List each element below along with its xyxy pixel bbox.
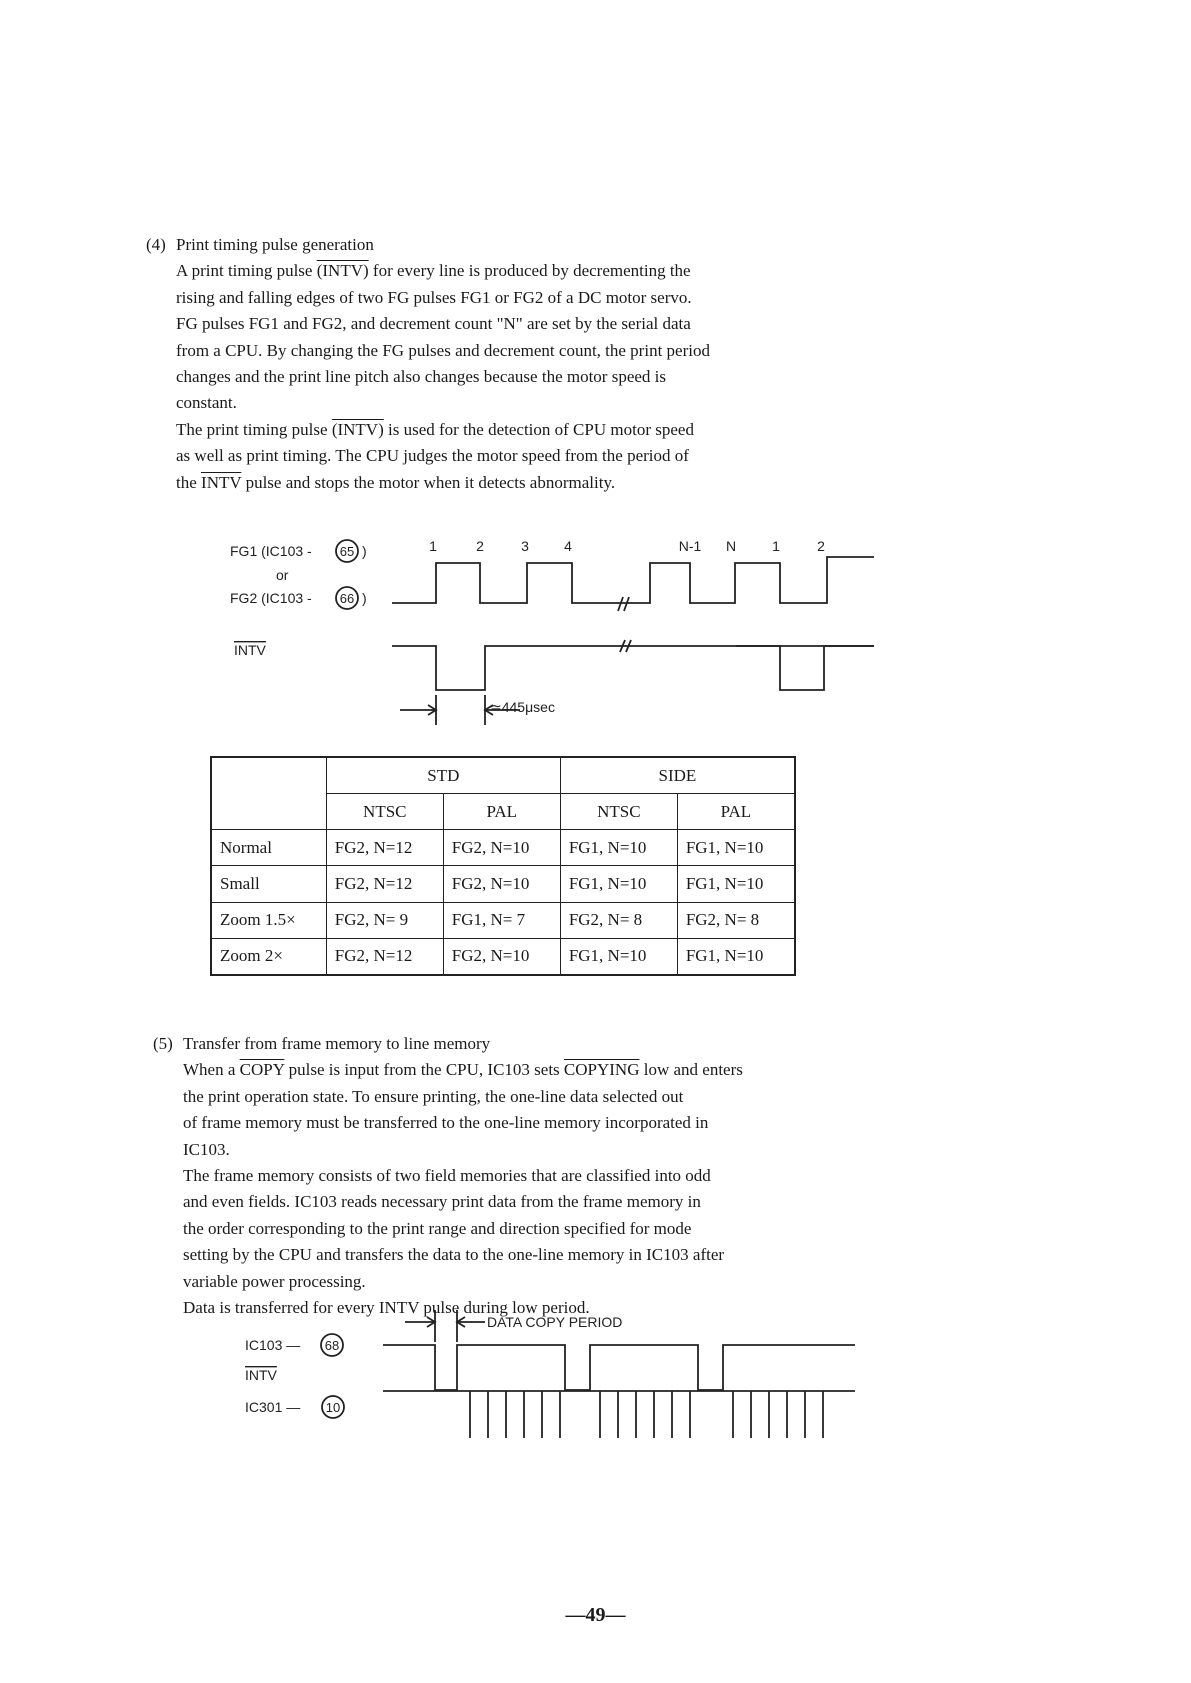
ic301-label: IC301 — <box>245 1399 301 1415</box>
table-cell: FG1, N=10 <box>560 830 677 866</box>
fg-waveform-b <box>622 557 874 603</box>
s5-l1e: low and enters <box>639 1060 743 1080</box>
section-5-number: (5) <box>153 1034 173 1053</box>
table-cell: FG2, N=10 <box>443 830 560 866</box>
fg2-label: FG2 (IC103 - <box>230 590 312 606</box>
s5-line-7: the order corresponding to the print range and direction specified for mode <box>183 1218 692 1238</box>
pulse-label-3: 3 <box>521 538 529 554</box>
s5-copying-signal: COPYING <box>563 1060 640 1080</box>
fg-intv-timing-diagram <box>0 0 1191 760</box>
s4-line-2: rising and falling edges of two FG pulses FG1 or FG2 of a DC motor servo. <box>176 287 692 307</box>
s4-l7c: is used for the detection of CPU motor speed <box>383 419 694 439</box>
side-ntsc-header: NTSC <box>560 794 677 830</box>
s5-line-2: the print operation state. To ensure printing, the one-line data selected out <box>183 1086 684 1106</box>
pulse-label-n: N <box>725 538 737 554</box>
s4-intv-signal-3: INTV <box>201 472 242 492</box>
section-5-title: Transfer from frame memory to line memory <box>183 1034 491 1053</box>
ic301-pin: 10 <box>325 1400 341 1415</box>
mode-cell: Small <box>211 866 326 902</box>
section-4-number: (4) <box>146 235 166 254</box>
std-header: STD <box>326 757 560 794</box>
s5-line-1 <box>183 1057 873 1083</box>
ic301-clock-pulses <box>470 1391 823 1438</box>
side-pal-header: PAL <box>677 794 795 830</box>
table-cell: FG1, N=10 <box>677 938 795 975</box>
pulse-label-n-1: N-1 <box>678 538 702 554</box>
fg1-label: FG1 (IC103 - <box>230 543 312 559</box>
table-cell: FG2, N=12 <box>326 866 443 902</box>
table-row <box>211 902 795 938</box>
pulse-label-2: 2 <box>476 538 484 554</box>
s5-line-10: Data is transferred for every INTV pulse during low period. <box>183 1298 590 1318</box>
pulse-label-1: 1 <box>429 538 437 554</box>
s4-intv-signal: (INTV) <box>316 261 369 281</box>
copy-period-dimension <box>405 1310 485 1342</box>
s4-line-3: FG pulses FG1 and FG2, and decrement count "N" are set by the serial data <box>176 314 691 334</box>
s4-l7a: The print timing pulse <box>176 419 332 439</box>
mode-cell: Zoom 2× <box>211 938 326 975</box>
ic103-intv-waveform <box>383 1345 855 1390</box>
s4-line-5: changes and the print line pitch also changes because the motor speed is <box>176 367 667 387</box>
std-pal-header: PAL <box>443 794 560 830</box>
table-corner-cell <box>211 757 326 830</box>
fg1-pin: 65 <box>339 544 355 559</box>
timing-value: ≃445μsec <box>490 699 555 715</box>
s5-l1c: pulse is input from the CPU, IC103 sets <box>284 1060 564 1080</box>
table-cell: FG1, N=10 <box>560 866 677 902</box>
s4-line-8: as well as print timing. The CPU judges the motor speed from the period of <box>176 446 689 466</box>
fg2-close-paren: ) <box>362 590 367 606</box>
s5-line-6: and even fields. IC103 reads necessary print data from the frame memory in <box>183 1192 701 1212</box>
table-cell: FG2, N= 8 <box>560 902 677 938</box>
table-cell: FG1, N=10 <box>677 866 795 902</box>
table-row <box>211 866 795 902</box>
ic103-label: IC103 — <box>245 1337 301 1353</box>
data-copy-period-label: DATA COPY PERIOD <box>487 1314 623 1330</box>
section-5-body <box>153 1057 873 1321</box>
s4-l1a: A print timing pulse <box>176 261 317 281</box>
page-number: —49— <box>565 1604 626 1626</box>
side-header: SIDE <box>560 757 795 794</box>
s4-line-6: constant. <box>176 393 237 413</box>
section-4-title: Print timing pulse generation <box>176 235 374 254</box>
fg-or-label: or <box>276 567 289 583</box>
fg1-close-paren: ) <box>362 543 367 559</box>
mode-setting-table <box>210 756 796 976</box>
fg2-pin: 66 <box>339 591 355 606</box>
pulse-label-4: 4 <box>564 538 572 554</box>
section-5 <box>153 1031 873 1321</box>
intv-waveform-b <box>736 646 874 690</box>
table-cell: FG1, N= 7 <box>443 902 560 938</box>
section-5-heading <box>153 1031 873 1057</box>
s5-line-9: variable power processing. <box>183 1271 366 1291</box>
s5-copy-signal: COPY <box>239 1060 285 1080</box>
intv-waveform <box>392 646 874 690</box>
s4-intv-signal-2: (INTV) <box>331 419 384 439</box>
table-cell: FG2, N=12 <box>326 938 443 975</box>
fg-break-mark <box>618 597 629 611</box>
table-cell: FG2, N= 8 <box>677 902 795 938</box>
table-header-row-1 <box>211 757 795 794</box>
s5-l1a: When a <box>183 1060 240 1080</box>
intv-label: INTV <box>234 642 266 658</box>
mode-cell: Zoom 1.5× <box>211 902 326 938</box>
table-cell: FG2, N=10 <box>443 938 560 975</box>
s5-line-8: setting by the CPU and transfers the data to the one-line memory in IC103 after <box>183 1245 725 1265</box>
s4-line-4: from a CPU. By changing the FG pulses and decrement count, the print period <box>176 340 710 360</box>
s4-l9c: pulse and stops the motor when it detects abnormality. <box>241 472 616 492</box>
table-row <box>211 938 795 975</box>
s5-line-4: IC103. <box>183 1139 230 1159</box>
table-cell: FG2, N=10 <box>443 866 560 902</box>
table-row <box>211 830 795 866</box>
s5-line-5: The frame memory consists of two field memories that are classified into odd <box>183 1166 711 1186</box>
s5-line-3: of frame memory must be transferred to the one-line memory incorporated in <box>183 1113 709 1133</box>
pulse-label-2b: 2 <box>817 538 825 554</box>
table-cell: FG1, N=10 <box>560 938 677 975</box>
s4-l1c: for every line is produced by decrementing the <box>368 261 691 281</box>
mode-cell: Normal <box>211 830 326 866</box>
ic103-pin: 68 <box>324 1338 340 1353</box>
table-cell: FG2, N= 9 <box>326 902 443 938</box>
table-cell: FG2, N=12 <box>326 830 443 866</box>
fg-waveform <box>392 563 622 603</box>
std-ntsc-header: NTSC <box>326 794 443 830</box>
ic103-intv-label: INTV <box>245 1367 277 1383</box>
s4-l9a: the <box>176 472 202 492</box>
data-copy-timing-diagram <box>0 1300 1191 1460</box>
table-cell: FG1, N=10 <box>677 830 795 866</box>
pulse-label-1b: 1 <box>772 538 780 554</box>
